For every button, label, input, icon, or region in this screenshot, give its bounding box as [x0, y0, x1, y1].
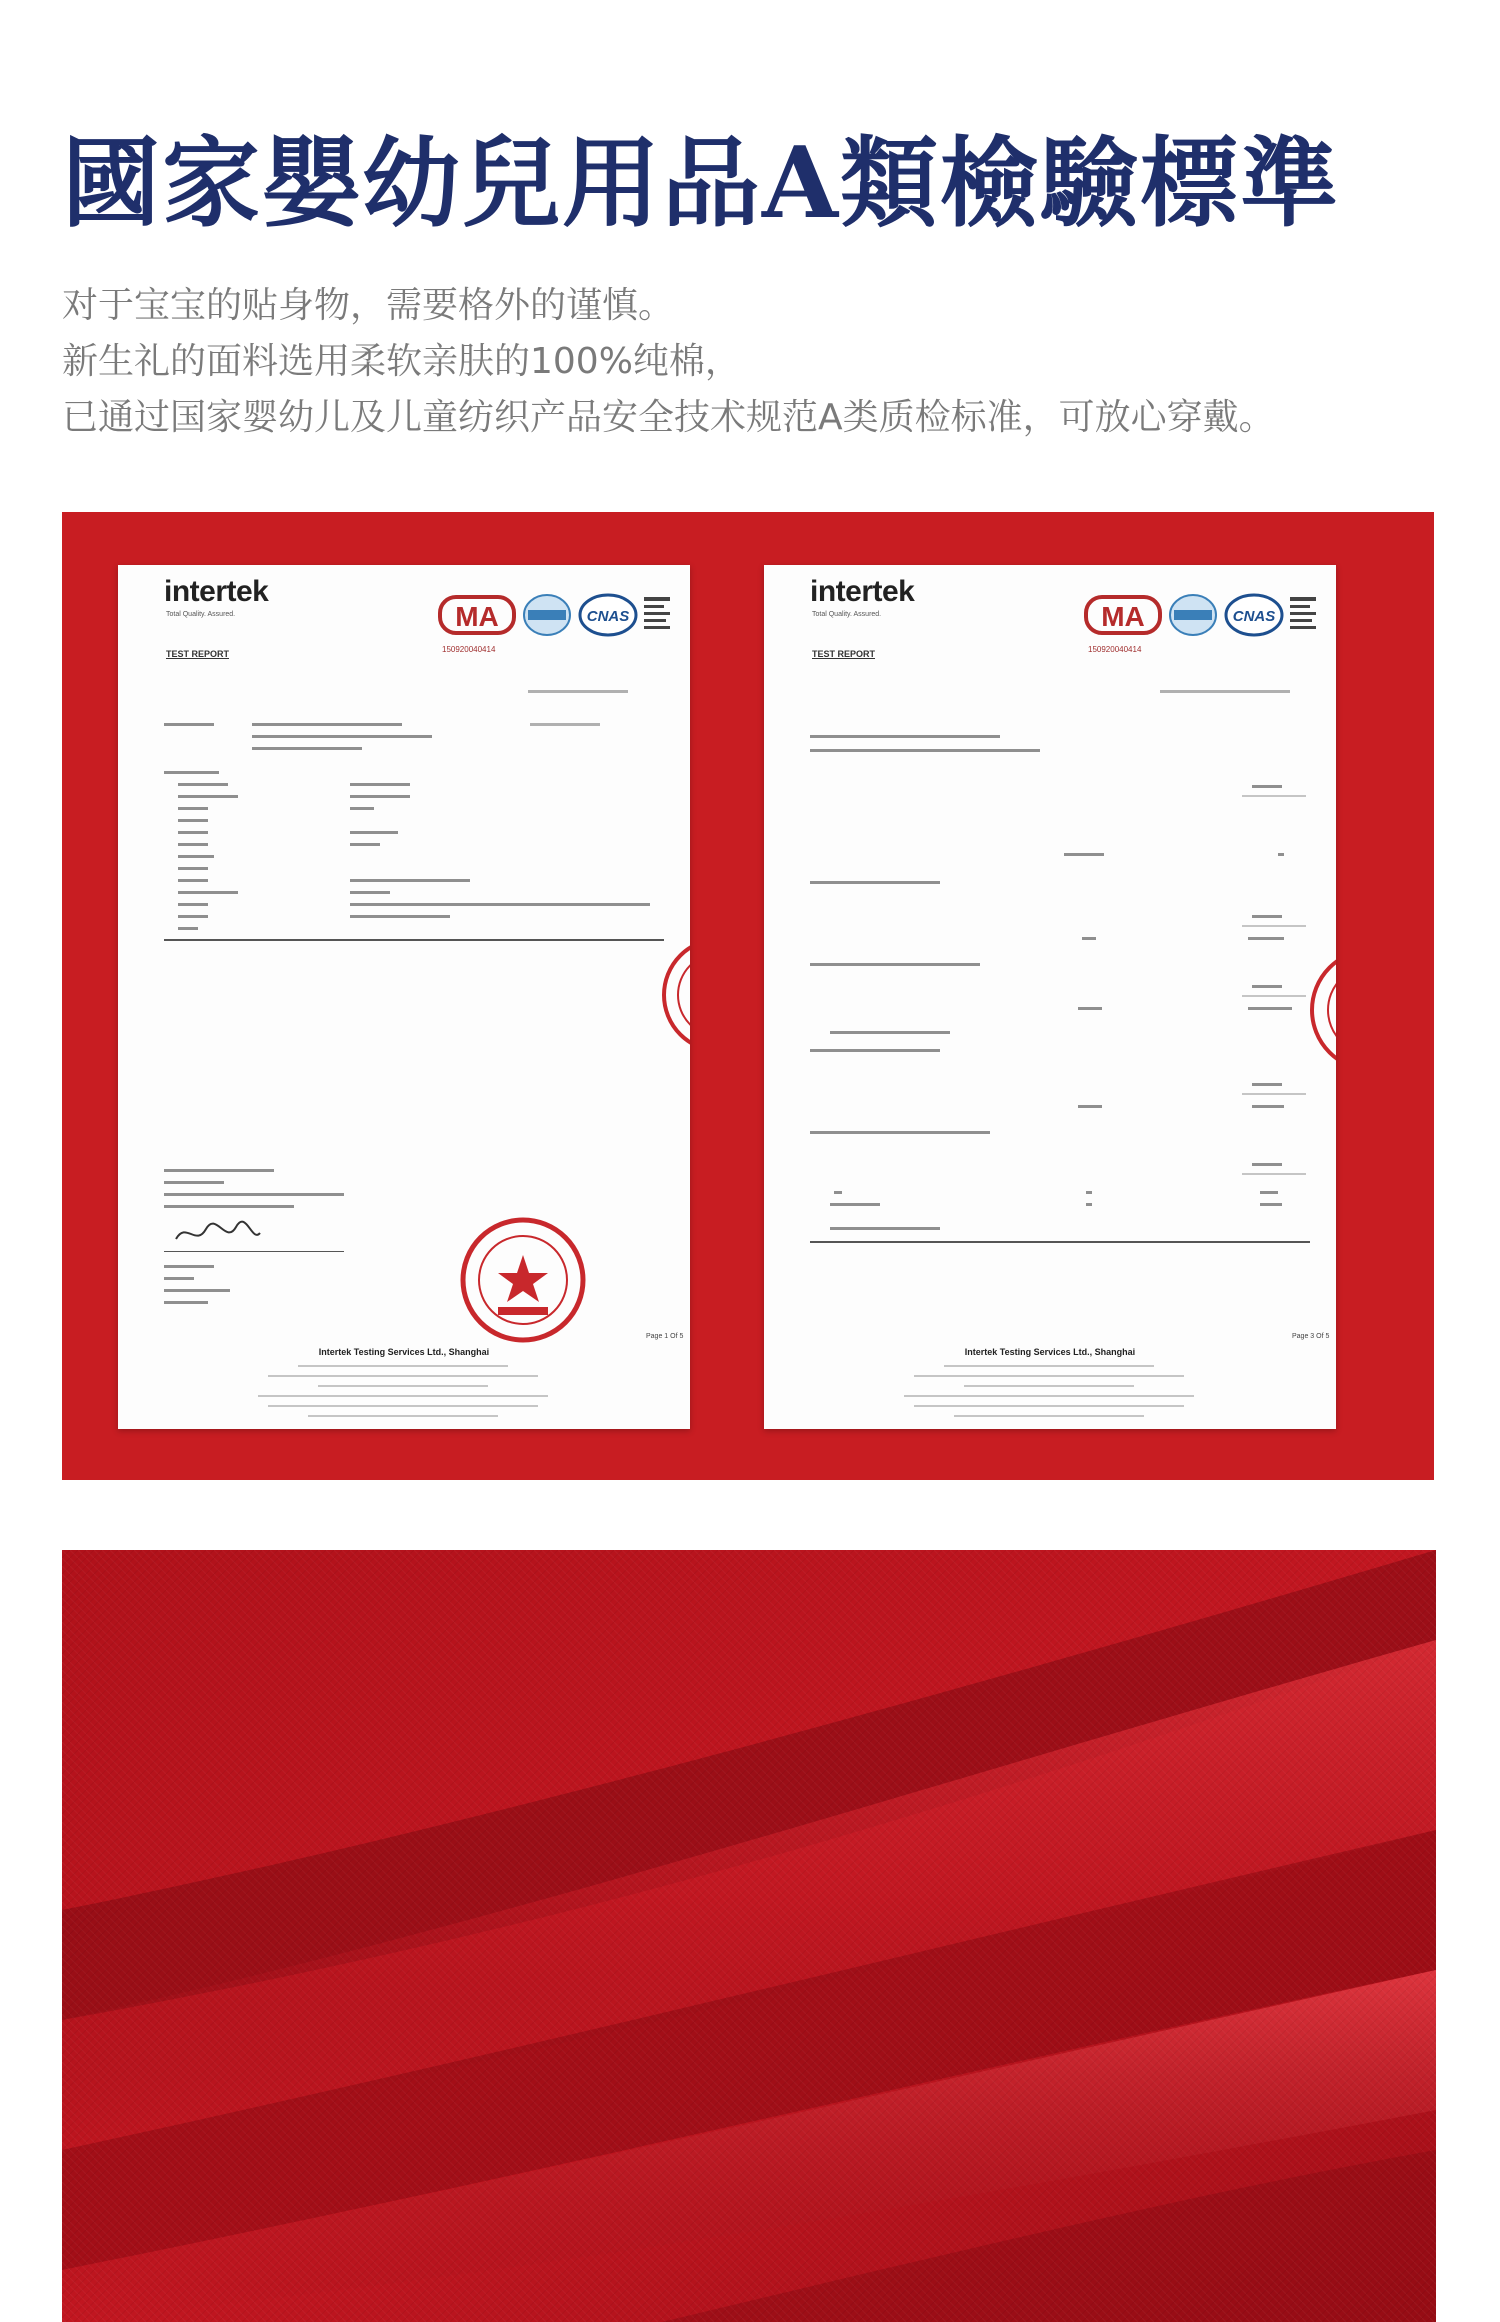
text-line	[530, 723, 600, 726]
text-line	[1242, 925, 1306, 927]
text-line	[164, 1193, 344, 1196]
text-line	[1078, 1105, 1102, 1108]
text-line	[350, 831, 398, 834]
text-line	[810, 1049, 940, 1052]
text-line	[964, 1385, 1134, 1387]
page-headline: 國家嬰幼兒用品A類檢驗標準	[62, 126, 1341, 241]
report-title: TEST REPORT	[166, 649, 230, 659]
ma-number: 150920040414	[442, 645, 496, 654]
text-line	[164, 1301, 208, 1304]
text-line	[944, 1365, 1154, 1367]
text-line	[914, 1405, 1184, 1407]
ma-mark: MA	[1101, 601, 1145, 632]
ilac-icon	[522, 593, 572, 637]
ilac-icon	[1168, 593, 1218, 637]
text-line	[178, 783, 228, 786]
ma-icon	[1084, 593, 1164, 637]
text-line	[350, 891, 390, 894]
text-line	[350, 915, 450, 918]
text-line	[164, 1205, 294, 1208]
testing-icon	[1288, 593, 1322, 637]
text-line	[1248, 1007, 1292, 1010]
text-line	[268, 1375, 538, 1377]
cnas-label: CNAS	[586, 608, 630, 625]
divider	[164, 939, 664, 941]
text-line	[252, 735, 432, 738]
text-line	[1278, 853, 1284, 856]
text-line	[830, 1031, 950, 1034]
text-line	[914, 1375, 1184, 1377]
text-line	[258, 1395, 548, 1397]
text-line	[1086, 1203, 1092, 1206]
text-line	[178, 855, 214, 858]
text-line	[318, 1385, 488, 1387]
text-line	[954, 1415, 1144, 1417]
text-line	[810, 735, 1000, 738]
cnas-icon	[1224, 593, 1284, 637]
text-line	[810, 749, 1040, 752]
cnas-label: CNAS	[1232, 608, 1276, 625]
text-line	[178, 903, 208, 906]
testing-icon	[642, 593, 676, 637]
text-line	[1248, 937, 1284, 940]
text-line	[178, 879, 208, 882]
text-line	[1242, 995, 1306, 997]
brand-tagline: Total Quality. Assured.	[166, 611, 236, 618]
intertek-logo: intertek	[810, 575, 915, 608]
text-line	[164, 1265, 214, 1268]
text-line	[350, 795, 410, 798]
text-line	[528, 690, 628, 693]
footer-company: Intertek Testing Services Ltd., Shanghai	[964, 1347, 1136, 1357]
text-line	[308, 1415, 498, 1417]
text-line	[178, 819, 208, 822]
text-line	[178, 807, 208, 810]
text-line	[1252, 1163, 1282, 1166]
text-line	[1252, 1105, 1284, 1108]
accreditation-logos	[438, 593, 678, 647]
report-title: TEST REPORT	[812, 649, 876, 659]
text-line	[810, 881, 940, 884]
partial-seal-icon	[654, 935, 690, 1055]
intertek-logo: intertek	[164, 575, 269, 608]
text-line	[164, 723, 214, 726]
text-line	[1260, 1191, 1278, 1194]
text-line	[904, 1395, 1194, 1397]
text-line	[178, 843, 208, 846]
red-seal-icon	[458, 1215, 588, 1345]
text-line	[298, 1365, 508, 1367]
text-line	[810, 963, 980, 966]
text-line	[830, 1203, 880, 1206]
text-line	[1252, 785, 1282, 788]
brand-tagline: Total Quality. Assured.	[812, 611, 882, 618]
test-report-page-3	[764, 565, 1336, 1429]
description-line: 已通过国家婴幼儿及儿童纺织产品安全技术规范A类质检标准，可放心穿戴。	[62, 397, 1275, 438]
text-line	[350, 807, 374, 810]
text-line	[178, 927, 198, 930]
text-line	[1252, 915, 1282, 918]
text-line	[164, 1181, 224, 1184]
red-fabric-photo	[62, 1550, 1436, 2322]
page-number: Page 3 Of 5	[1292, 1333, 1330, 1340]
text-line	[1242, 795, 1306, 797]
text-line	[1082, 937, 1096, 940]
text-line	[830, 1227, 940, 1230]
text-line	[1252, 985, 1282, 988]
text-line	[1078, 1007, 1102, 1010]
description-line: 新生礼的面料选用柔软亲肤的100%纯棉，	[62, 341, 741, 382]
text-line	[350, 879, 470, 882]
text-line	[178, 795, 238, 798]
accreditation-logos	[1084, 593, 1324, 647]
text-line	[178, 891, 238, 894]
certificate-panel	[62, 512, 1434, 1480]
fabric-texture-icon	[62, 1550, 1436, 2322]
text-line	[1242, 1093, 1306, 1095]
text-line	[350, 783, 410, 786]
text-line	[164, 1277, 194, 1280]
text-line	[252, 747, 362, 750]
divider	[810, 1241, 1310, 1243]
text-line	[1260, 1203, 1282, 1206]
page-number: Page 1 Of 5	[646, 1333, 684, 1340]
text-line	[1086, 1191, 1092, 1194]
text-line	[252, 723, 402, 726]
text-line	[1064, 853, 1104, 856]
text-line	[164, 1169, 274, 1172]
signature	[172, 1219, 262, 1255]
text-line	[810, 1131, 990, 1134]
footer-company: Intertek Testing Services Ltd., Shanghai	[318, 1347, 490, 1357]
text-line	[1242, 1173, 1306, 1175]
text-line	[268, 1405, 538, 1407]
text-line	[178, 867, 208, 870]
signature-line	[164, 1251, 344, 1252]
test-report-page-1	[118, 565, 690, 1429]
ma-number: 150920040414	[1088, 645, 1142, 654]
ma-icon	[438, 593, 518, 637]
text-line	[178, 915, 208, 918]
partial-seal-icon	[1306, 935, 1336, 1085]
text-line	[164, 771, 219, 774]
text-line	[350, 843, 380, 846]
text-line	[178, 831, 208, 834]
text-line	[350, 903, 650, 906]
cnas-icon	[578, 593, 638, 637]
description-block	[62, 278, 1462, 446]
text-line	[834, 1191, 842, 1194]
text-line	[1160, 690, 1290, 693]
text-line	[164, 1289, 230, 1292]
description-line: 对于宝宝的贴身物，需要格外的谨慎。	[62, 285, 675, 326]
ma-mark: MA	[455, 601, 499, 632]
text-line	[1252, 1083, 1282, 1086]
